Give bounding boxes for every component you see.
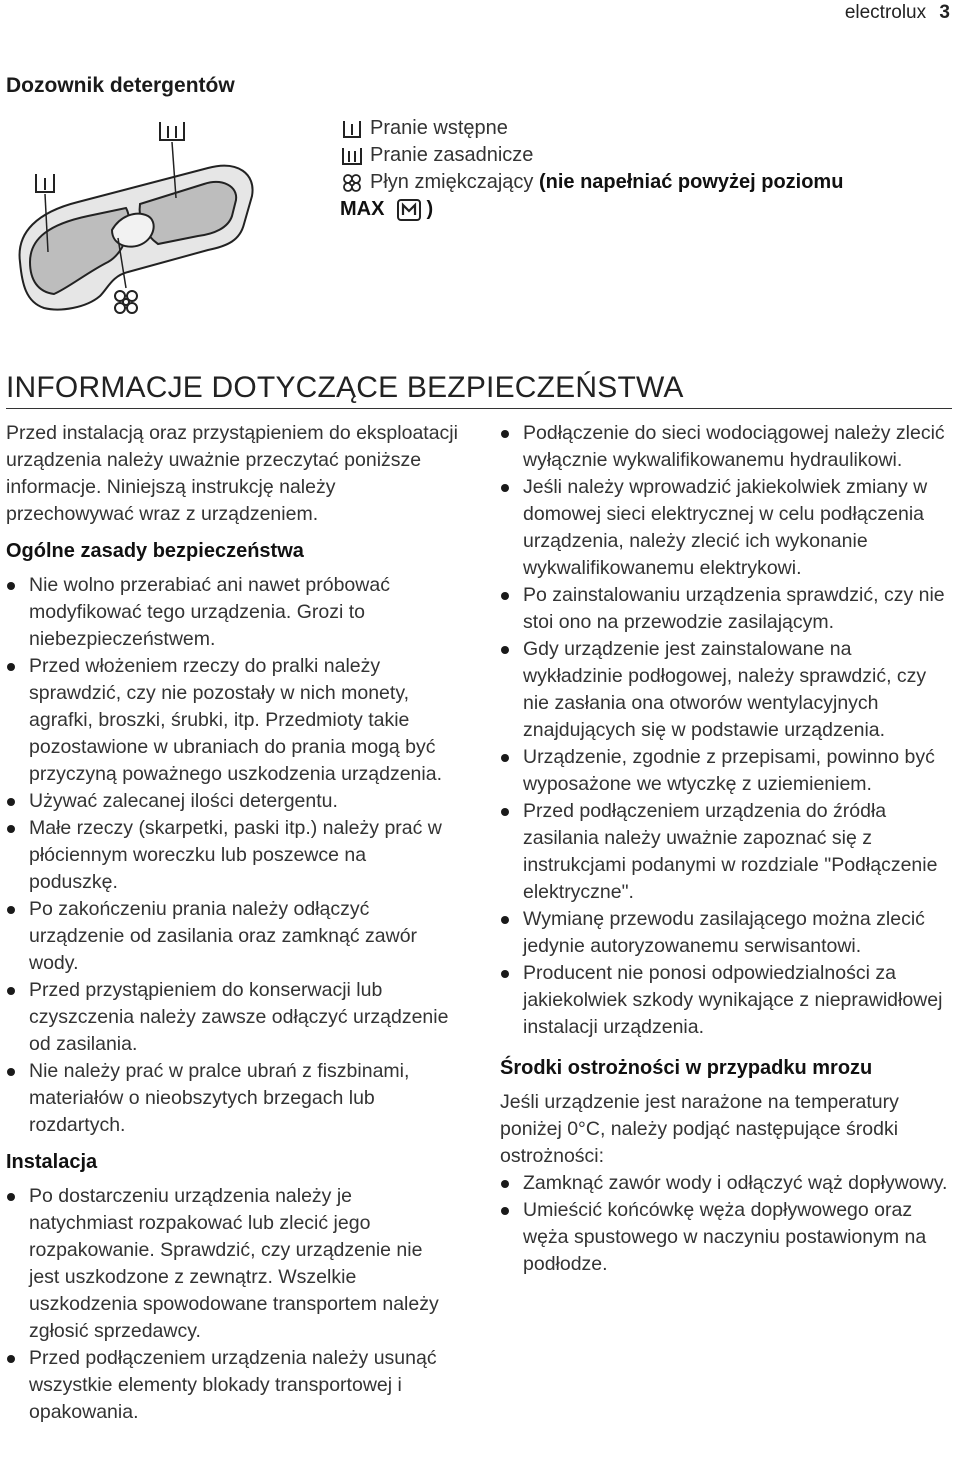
frost-list: [500, 1170, 955, 1278]
list-item: Wymianę przewodu zasilającego można zlecić jedynie autoryzowanemu serwisantowi.: [500, 906, 955, 960]
softener-icon: [340, 172, 364, 194]
legend-softener-note: (nie napełniać powyżej poziomu: [538, 171, 844, 193]
frost-heading: Środki ostrożności w przypadku mrozu: [500, 1057, 873, 1079]
list-item: Przed podłączeniem urządzenia do źródła zasilania należy uważnie zapoznać się z instrukcjami podanymi w rozdziale "Podłączenie elektryczne".: [500, 798, 955, 906]
legend-row-mainwash: [340, 142, 843, 169]
legend-row-prewash: [340, 115, 843, 142]
list-item: Gdy urządzenie jest zainstalowane na wykładzinie podłogowej, należy sprawdzić, czy nie zasłania ona otworów wentylacyjnych znajdujących się w podstawie urządzenia.: [500, 636, 955, 744]
general-safety-heading: Ogólne zasady bezpieczeństwa: [6, 540, 304, 562]
list-item: Małe rzeczy (skarpetki, paski itp.) należy prać w płóciennym woreczku lub poszewce na poduszkę.: [6, 815, 458, 896]
legend-row-max: [340, 196, 843, 223]
safety-intro: Przed instalacją oraz przystąpieniem do eksploatacji urządzenia należy uważnie przeczytać poniższe informacje. Niniejszą instrukcję należy przechowywać wraz z urządzeniem.: [6, 422, 458, 525]
list-item: Po dostarczeniu urządzenia należy je natychmiast rozpakować lub zlecić jego rozpakowanie. Sprawdzić, czy urządzenie nie jest uszkodzone z zewnątrz. Wszelkie uszkodzenia spowodowane transportem należy zgłosić sprzedawcy.: [6, 1183, 458, 1345]
list-item: Przed podłączeniem urządzenia należy usunąć wszystkie elementy blokady transportowej i opakowania.: [6, 1345, 458, 1426]
list-item: Umieścić końcówkę węża dopływowego oraz węża spustowego w naczyniu postawionym na podłodze.: [500, 1197, 955, 1278]
right-column: [500, 420, 955, 1278]
list-item: Po zainstalowaniu urządzenia sprawdzić, czy nie stoi ono na przewodzie zasilającym.: [500, 582, 955, 636]
list-item: Przed przystąpieniem do konserwacji lub czyszczenia należy zawsze odłączyć urządzenie od zasilania.: [6, 977, 458, 1058]
list-item: Przed włożeniem rzeczy do pralki należy sprawdzić, czy nie pozostały w nich monety, agrafki, broszki, śrubki, itp. Przedmioty takie pozostawione w ubraniach do prania mogą być przyczyną poważnego uszkodzenia urządzenia.: [6, 653, 458, 788]
installation-list-left: [6, 1183, 458, 1426]
list-item: Urządzenie, zgodnie z przepisami, powinno być wyposażone we wtyczkę z uziemieniem.: [500, 744, 955, 798]
list-item: Nie wolno przerabiać ani nawet próbować modyfikować tego urządzenia. Grozi to niebezpieczeństwem.: [6, 572, 458, 653]
legend-prewash-label: Pranie wstępne: [370, 117, 508, 139]
mainwash-icon: [340, 145, 364, 167]
installation-heading: Instalacja: [6, 1151, 98, 1173]
list-item: Po zakończeniu prania należy odłączyć urządzenie od zasilania oraz zamknąć zawór wody.: [6, 896, 458, 977]
page-number: 3: [939, 2, 950, 23]
max-level-icon: [396, 198, 422, 222]
legend-mainwash-label: Pranie zasadnicze: [370, 144, 534, 166]
list-item: Podłączenie do sieci wodociągowej należy zlecić wyłącznie wykwalifikowanemu hydraulikowi.: [500, 420, 955, 474]
prewash-icon: [340, 118, 364, 140]
softener-flower-icon: [115, 291, 137, 313]
general-safety-list: [6, 572, 458, 1139]
list-item: Producent nie ponosi odpowiedzialności za jakiekolwiek szkody wynikające z nieprawidłowej instalacji urządzenia.: [500, 960, 955, 1041]
list-item: Jeśli należy wprowadzić jakiekolwiek zmiany w domowej sieci elektrycznej w celu podłączenia urządzenia, należy zlecić ich wykonanie wykwalifikowanemu elektrykowi.: [500, 474, 955, 582]
max-label: MAX: [340, 198, 385, 220]
installation-list-right: [500, 420, 955, 1041]
max-close-paren: ): [426, 198, 434, 220]
legend-row-softener: [340, 169, 843, 196]
prewash-compartment-icon: [36, 174, 54, 192]
dispenser-legend: [340, 115, 843, 223]
safety-section-title: INFORMACJE DOTYCZĄCE BEZPIECZEŃSTWA: [6, 370, 952, 409]
list-item: Używać zalecanej ilości detergentu.: [6, 788, 458, 815]
brand-name: electrolux: [844, 2, 927, 23]
dispenser-heading: Dozownik detergentów: [6, 74, 235, 97]
left-column: [6, 420, 458, 1426]
page-header: [845, 2, 950, 24]
detergent-dispenser-illustration: [8, 112, 258, 342]
frost-intro: Jeśli urządzenie jest narażone na temperatury poniżej 0°C, należy podjąć następujące środki ostrożności:: [500, 1091, 899, 1167]
list-item: Zamknąć zawór wody i odłączyć wąż dopływowy.: [500, 1170, 955, 1197]
legend-softener-label: Płyn zmiękczający: [370, 171, 534, 193]
list-item: Nie należy prać w pralce ubrań z fiszbinami, materiałów o nieobszytych brzegach lub rozdartych.: [6, 1058, 458, 1139]
mainwash-compartment-icon: [160, 122, 184, 140]
